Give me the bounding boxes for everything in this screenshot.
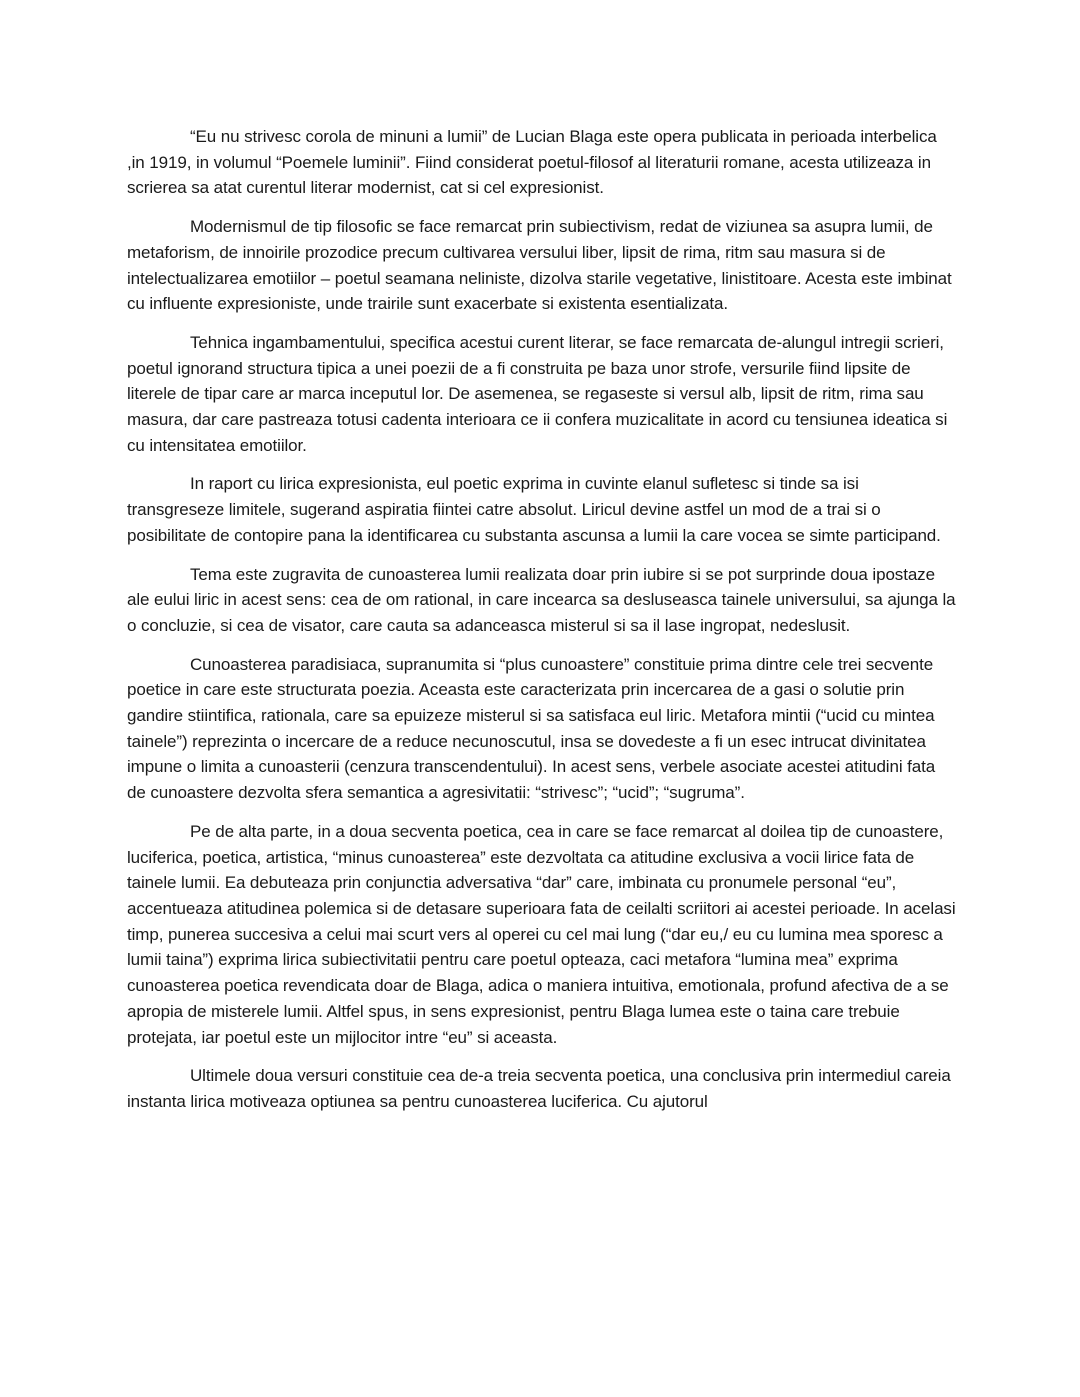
paragraph-ingambament: Tehnica ingambamentului, specifica acestui curent literar, se face remarcata de-alungul intregii scrieri, poetul ignorand structura tipica a unei poezii de a fi construita pe baza unor strofe, versurile fiind lipsite de literele de tipar care ar marca inceputul lor. De asemenea, se regaseste si versul alb, lipsit de ritm, rima sau masura, dar care pastreaza totusi cadenta interioara ce ii confera muzicalitate in acord cu tensiunea ideatica si cu intensitatea emotiilor. — [127, 332, 948, 455]
paragraph-cunoastere-luciferica: Pe de alta parte, in a doua secventa poetica, cea in care se face remarcat al doilea tip de cunoastere, luciferica, poetica, artistica, “minus cunoasterea” este dezvoltata ca atitudine exclusiva a vocii lirice fata de tainele lumii. Ea debuteaza prin conjunctia adversativa “dar” care, imbinata cu pronumele personal “eu”, accentueaza atitudinea polemica si de detasare superioara fata de ceilalti scriitori ai acestei perioade. In acelasi timp, punerea succesiva a celui mai scurt vers al operei cu cel mai lung (“dar eu,/ eu cu lumina mea sporesc a lumii taina”) exprima lirica subiectivitatii pentru care poetul opteaza, caci metafora “lumina mea” exprima cunoasterea poetica revendicata doar de Blaga, adica o maniera intuitiva, emotionala, profund afectiva de a se apropia de misterele lumii. Altfel spus, in sens expresionist, pentru Blaga lumea este o taina care trebuie protejata, iar poetul este un mijlocitor intre “eu” si aceasta. — [127, 821, 956, 1047]
paragraph-intro: “Eu nu strivesc corola de minuni a lumii” de Lucian Blaga este opera publicata in perioada interbelica ,in 1919, in volumul “Poemele luminii”. Fiind considerat poetul-filosof al literaturii romane, acesta utilizeaza in scrierea sa atat curentul literar modernist, cat si cel expresionist. — [127, 127, 937, 198]
paragraph-tema: Tema este zugravita de cunoasterea lumii realizata doar prin iubire si se pot surprinde doua ipostaze ale eului liric in acest sens: cea de om rational, in care incearca sa desluseasca tainele universului, sa ajunga la o concluzie, si cea de visator, care cauta sa adanceasca misterul si sa il lase ingropat, nedeslusit. — [127, 564, 956, 635]
paragraph-secventa-trei: Ultimele doua versuri constituie cea de-a treia secventa poetica, una conclusiva prin intermediul careia instanta lirica motiveaza optiunea sa pentru cunoasterea luciferica. Cu ajutorul — [127, 1066, 951, 1111]
document-page — [127, 124, 957, 1128]
paragraph-cunoastere-paradisiaca: Cunoasterea paradisiaca, supranumita si “plus cunoastere” constituie prima dintre cele trei secvente poetice in care este structurata poezia. Aceasta este caracterizata prin incercarea de a gasi o solutie prin gandire stiintifica, rationala, care sa epuizeze misterul si sa satisfaca eul liric. Metafora mintii (“ucid cu mintea tainele”) reprezinta o incercare de a reduce necunoscutul, insa se dovedeste a fi un esec intrucat divinitatea impune o limita a cunoasterii (cenzura transcendentului). In acest sens, verbele asociate acestei atitudini fata de cunoastere dezvolta sfera semantica a agresivitatii: “strivesc”; “ucid”; “sugruma”. — [127, 654, 936, 803]
paragraph-expresionism: In raport cu lirica expresionista, eul poetic exprima in cuvinte elanul sufletesc si tinde sa isi transgreseze limitele, sugerand aspiratia fiintei catre absolut. Liricul devine astfel un mod de a trai si o posibilitate de contopire pana la identificarea cu substanta ascunsa a lumii la care vocea se simte participand. — [127, 474, 941, 545]
paragraph-modernism: Modernismul de tip filosofic se face remarcat prin subiectivism, redat de viziunea sa asupra lumii, de metaforism, de innoirile prozodice precum cultivarea versului liber, lipsit de rima, ritm sau masura si de intelectualizarea emotiilor – poetul seamana neliniste, dizolva starile vegetative, linistitoare. Acesta este imbinat cu influente expresioniste, unde trairile sunt exacerbate si existenta esentializata. — [127, 217, 952, 314]
